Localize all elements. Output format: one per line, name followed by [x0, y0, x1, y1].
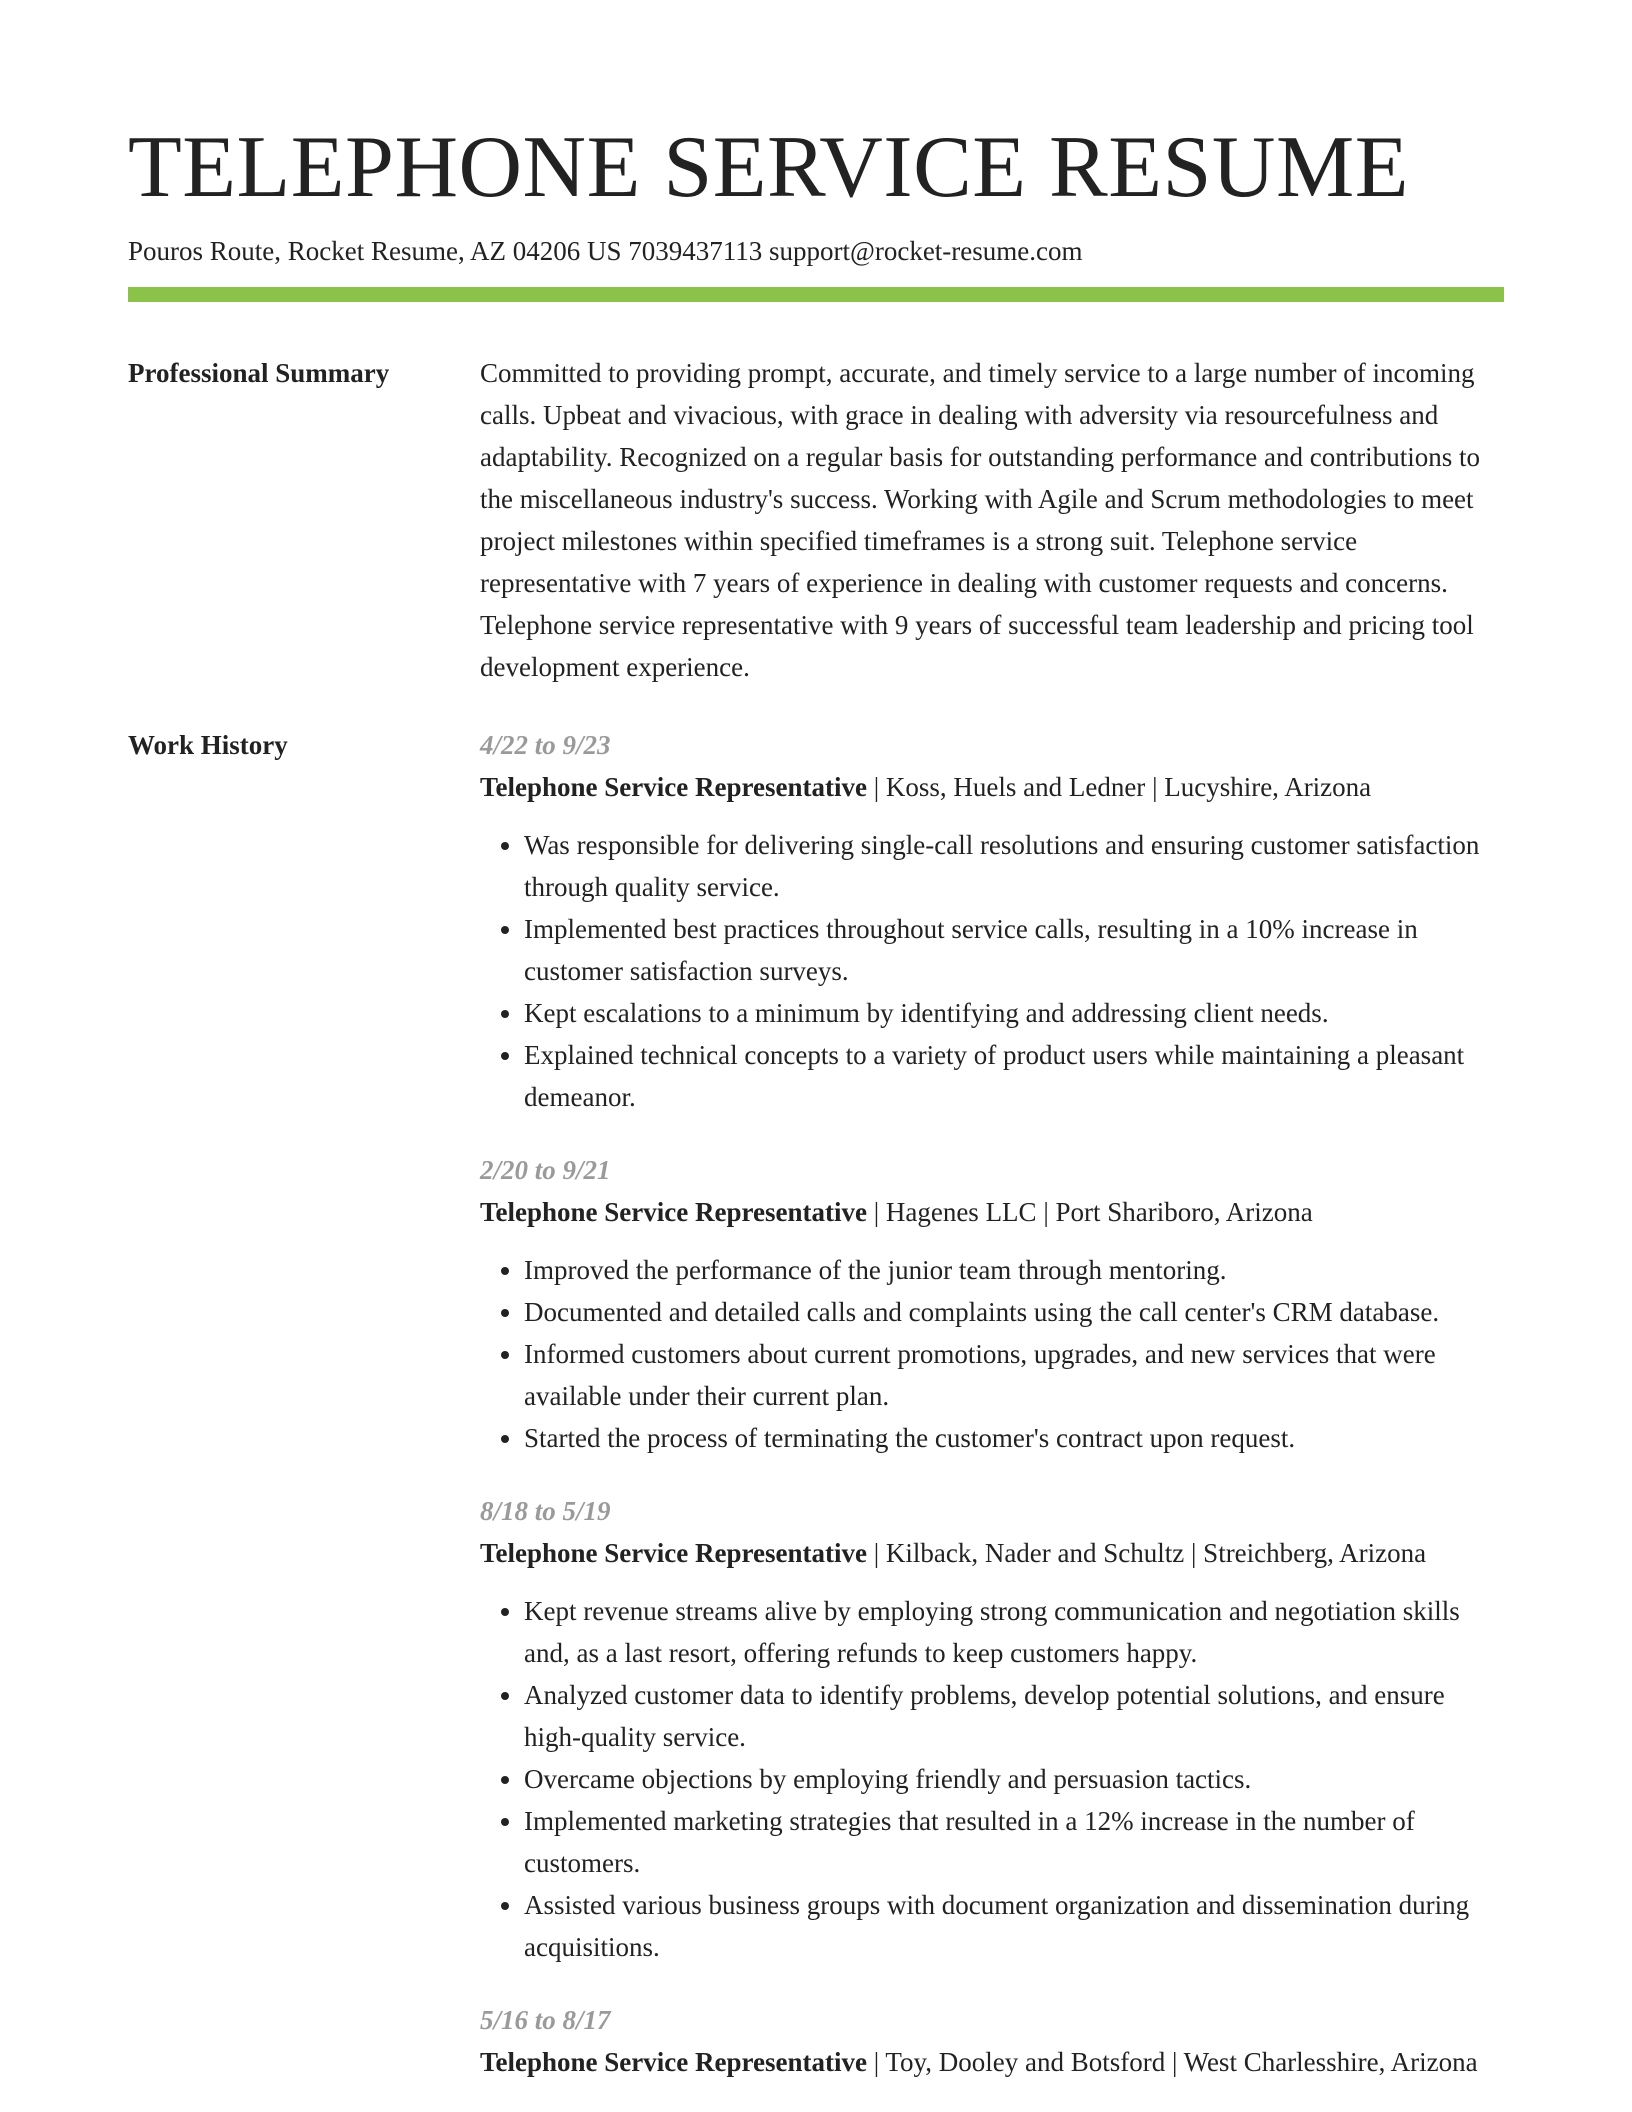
job-dates: 8/18 to 5/19 — [480, 1496, 611, 1527]
job-dates: 4/22 to 9/23 — [480, 730, 611, 761]
contact-info: Pouros Route, Rocket Resume, AZ 04206 US 7039437113 support@rocket-resume.com — [128, 235, 1083, 266]
job-company: Hagenes LLC — [885, 1197, 1037, 1228]
job-bullets — [480, 1590, 1504, 1968]
job-separator: | — [1145, 772, 1165, 803]
summary-heading: Professional Summary — [128, 358, 390, 389]
job-location: Streichberg, Arizona — [1203, 1538, 1427, 1569]
job-bullet: • Implemented marketing strategies that resulted in a 12% increase in the number of customers. — [524, 1800, 1504, 1884]
job-dates: 5/16 to 8/17 — [480, 2005, 611, 2036]
summary-section — [128, 352, 1504, 688]
job-heading — [480, 2041, 1504, 2083]
job-title: Telephone Service Representative — [480, 1538, 867, 1569]
job-dates: 2/20 to 9/21 — [480, 1155, 611, 1186]
job-title: Telephone Service Representative — [480, 1197, 867, 1228]
job-separator: | — [866, 1197, 886, 1228]
job-heading — [480, 1191, 1504, 1233]
job-company: Toy, Dooley and Botsford — [885, 2047, 1166, 2078]
job-location: Lucyshire, Arizona — [1164, 772, 1372, 803]
job-bullet: • Kept escalations to a minimum by identifying and addressing client needs. — [524, 992, 1504, 1034]
job-bullet: • Was responsible for delivering single-call resolutions and ensuring customer satisfaction through quality service. — [524, 824, 1504, 908]
job-bullet: • Informed customers about current promotions, upgrades, and new services that were available under their current plan. — [524, 1333, 1504, 1417]
job-bullets — [480, 824, 1504, 1118]
work-history-heading: Work History — [128, 730, 288, 761]
job-heading — [480, 1532, 1504, 1574]
job-separator: | — [866, 772, 886, 803]
job-bullet: • Documented and detailed calls and complaints using the call center's CRM database. — [524, 1291, 1504, 1333]
summary-text: Committed to providing prompt, accurate, and timely service to a large number of incoming calls. Upbeat and vivacious, with grace in dealing with adversity via resourcefulness and adaptability. Recognized on a regular basis for outstanding performance and contributions to the miscellaneous industry's success. Working with Agile and Scrum methodologies to meet project milestones within specified timeframes is a strong suit. Telephone service representative with 7 years of experience in dealing with customer requests and concerns. Telephone service representative with 9 years of successful team leadership and pricing tool development experience. — [480, 358, 1480, 683]
job-separator: | — [866, 2047, 886, 2078]
job-bullet: • Started the process of terminating the customer's contract upon request. — [524, 1417, 1504, 1459]
header-divider — [128, 287, 1504, 302]
job-bullet: • Explained technical concepts to a variety of product users while maintaining a pleasant demeanor. — [524, 1034, 1504, 1118]
job-entry — [480, 1999, 1504, 2083]
job-separator: | — [1165, 2047, 1184, 2078]
job-bullet: • Analyzed customer data to identify problems, develop potential solutions, and ensure high-quality service. — [524, 1674, 1504, 1758]
work-history-list — [480, 724, 1504, 2083]
summary-body — [480, 352, 1504, 688]
job-bullet: • Overcame objections by employing friendly and persuasion tactics. — [524, 1758, 1504, 1800]
job-entry — [480, 1149, 1504, 1459]
resume-title: TELEPHONE SERVICE RESUME — [128, 119, 1409, 216]
job-entry — [480, 1490, 1504, 1968]
job-company: Koss, Huels and Ledner — [885, 772, 1146, 803]
job-bullet: • Implemented best practices throughout service calls, resulting in a 10% increase in customer satisfaction surveys. — [524, 908, 1504, 992]
job-separator: | — [1036, 1197, 1056, 1228]
job-bullet: • Assisted various business groups with document organization and dissemination during acquisitions. — [524, 1884, 1504, 1968]
work-history-section — [128, 724, 1504, 2083]
job-entry — [480, 724, 1504, 1118]
job-location: West Charlesshire, Arizona — [1183, 2047, 1478, 2078]
job-bullet: • Improved the performance of the junior team through mentoring. — [524, 1249, 1504, 1291]
job-company: Kilback, Nader and Schultz — [885, 1538, 1185, 1569]
job-heading — [480, 766, 1504, 808]
job-separator: | — [1184, 1538, 1204, 1569]
job-bullets — [480, 1249, 1504, 1459]
job-title: Telephone Service Representative — [480, 2047, 867, 2078]
job-bullet: • Kept revenue streams alive by employing strong communication and negotiation skills and, as a last resort, offering refunds to keep customers happy. — [524, 1590, 1504, 1674]
job-title: Telephone Service Representative — [480, 772, 867, 803]
job-separator: | — [866, 1538, 886, 1569]
job-location: Port Shariboro, Arizona — [1055, 1197, 1313, 1228]
resume-page — [128, 115, 1504, 2083]
